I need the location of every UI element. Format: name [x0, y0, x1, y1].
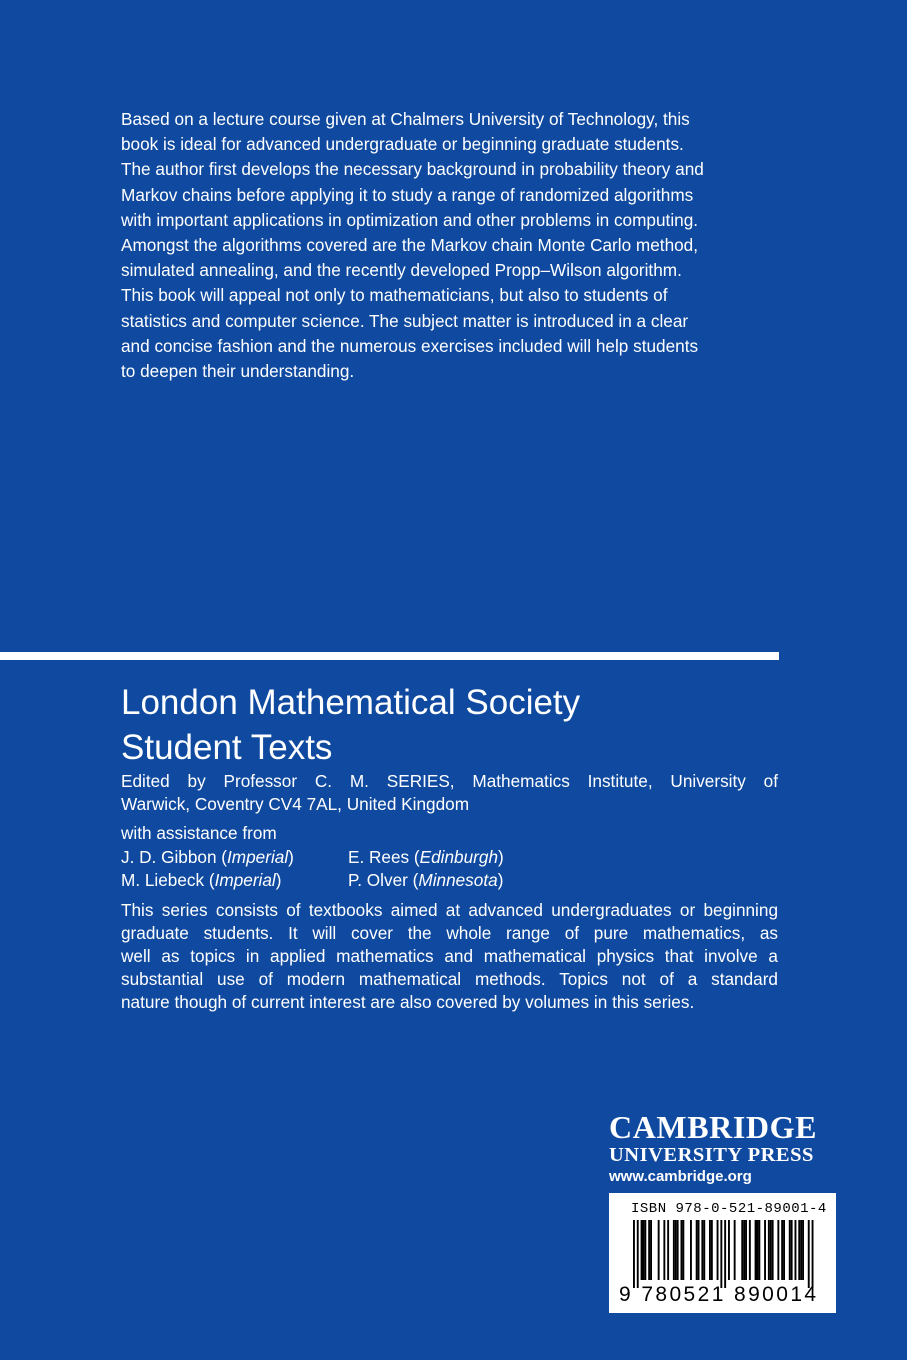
barcode-bar — [777, 1220, 779, 1280]
back-cover-blurb — [121, 107, 771, 384]
barcode-bar — [802, 1220, 804, 1280]
blurb-line: This book will appeal not only to mathematicians, but also to students of — [121, 285, 668, 306]
barcode-bar — [757, 1220, 759, 1280]
blurb-line: Based on a lecture course given at Chalmers University of Technology, this — [121, 109, 690, 129]
description-line: graduate students. It will cover the whole range of pure mathematics, as — [121, 923, 778, 943]
description-line: substantial use of modern mathematical methods. Topics not of a standard — [121, 969, 778, 989]
assistant-entry — [121, 869, 348, 893]
isbn-text: ISBN 978-0-521-89001-4 — [631, 1201, 827, 1217]
barcode-bar — [743, 1220, 745, 1280]
assistants-block — [121, 822, 575, 893]
description-line: well as topics in applied mathematics and mathematical physics that involve a — [121, 946, 778, 966]
barcode-bar — [791, 1220, 793, 1280]
assistant-close: ) — [288, 846, 294, 867]
barcode-bar — [812, 1220, 814, 1288]
barcode-bar — [698, 1220, 700, 1280]
blurb-line: Amongst the algorithms covered are the Markov chain Monte Carlo method, — [121, 235, 699, 256]
barcode-bar — [781, 1220, 783, 1280]
assistant-affiliation: Imperial — [214, 870, 276, 890]
barcode-bar — [633, 1220, 635, 1288]
blurb-line: with important applications in optimization and other problems in computing. — [121, 209, 699, 230]
barcode-bar — [798, 1220, 800, 1280]
barcode-bar — [637, 1220, 639, 1288]
publisher-url: www.cambridge.org — [609, 1168, 752, 1185]
barcode-bar — [728, 1220, 730, 1280]
assistant-affiliation: Edinburgh — [419, 846, 498, 867]
assistant-close: ) — [497, 870, 504, 890]
assist-heading: with assistance from — [121, 823, 277, 843]
barcode-bar — [758, 1220, 760, 1280]
barcode-bar — [703, 1220, 705, 1280]
assistant-entry — [121, 846, 348, 870]
divider-rule — [0, 652, 779, 660]
blurb-line: The author first develops the necessary background in probability theory and — [121, 159, 704, 180]
barcode-bar — [717, 1220, 719, 1280]
assistant-row — [121, 846, 575, 870]
barcode-bar — [690, 1220, 692, 1280]
barcode-bar — [734, 1220, 736, 1280]
publisher-subname: UNIVERSITY PRESS — [609, 1144, 814, 1166]
barcode-bar — [648, 1220, 650, 1280]
barcode-bar — [720, 1220, 722, 1288]
barcode-bar — [667, 1220, 669, 1280]
barcode-bar — [663, 1220, 665, 1280]
barcode-bar — [795, 1220, 797, 1280]
barcode-bar — [711, 1220, 713, 1280]
barcode-bar — [675, 1220, 677, 1280]
description-line: This series consists of textbooks aimed at advanced undergraduates or beginning — [121, 900, 778, 920]
barcode-bar — [641, 1220, 643, 1280]
series-editor — [121, 770, 778, 816]
barcode-bar — [673, 1220, 675, 1280]
barcode-bar — [764, 1220, 766, 1280]
editor-line1: Edited by Professor C. M. SERIES, Mathematics Institute, University of — [121, 771, 778, 791]
blurb-line: statistics and computer science. The subject matter is introduced in a clear — [121, 310, 689, 331]
barcode-bar — [772, 1220, 774, 1280]
barcode-bar — [768, 1220, 770, 1280]
barcode-bar — [741, 1220, 743, 1280]
assistant-close: ) — [498, 846, 504, 867]
series-title-line2: Student Texts — [121, 728, 333, 767]
barcode-bar — [709, 1220, 711, 1280]
editor-line2: Warwick, Coventry CV4 7AL, United Kingdom — [121, 794, 470, 814]
description-line: nature though of current interest are also covered by volumes in this series. — [121, 992, 695, 1012]
assistant-close: ) — [275, 870, 282, 890]
assistant-entry — [348, 869, 575, 893]
publisher-name: CAMBRIDGE — [609, 1109, 818, 1145]
barcode-bar — [745, 1220, 747, 1280]
blurb-line: to deepen their understanding. — [121, 361, 355, 382]
barcode-bar — [770, 1220, 772, 1280]
barcode-bar — [658, 1220, 660, 1280]
barcode-bar — [724, 1220, 726, 1288]
barcode-bar — [682, 1220, 684, 1280]
assistant-affiliation: Imperial — [227, 846, 289, 867]
barcode-bar — [644, 1220, 646, 1280]
assistant-name: M. Liebeck ( — [121, 870, 215, 890]
barcode-bar — [755, 1220, 757, 1280]
barcode-bar — [749, 1220, 751, 1280]
blurb-line: book is ideal for advanced undergraduate or beginning graduate students. — [121, 134, 684, 155]
series-description — [121, 899, 778, 1014]
barcode-bar — [681, 1220, 683, 1280]
barcode-bar — [696, 1220, 698, 1280]
barcode-bar — [808, 1220, 810, 1288]
assistant-affiliation: Minnesota — [418, 870, 498, 890]
publisher-logo — [609, 1110, 839, 1188]
assistant-name: E. Rees ( — [348, 846, 420, 867]
barcode-bar — [800, 1220, 802, 1280]
series-title — [121, 680, 580, 770]
barcode-bar — [643, 1220, 645, 1280]
barcode-bar — [701, 1220, 703, 1280]
ean-digits: 9 780521 890014 — [619, 1283, 819, 1306]
barcode-bar — [789, 1220, 791, 1280]
barcode-bar — [650, 1220, 652, 1280]
blurb-line: Markov chains before applying it to study a range of randomized algorithms — [121, 184, 694, 205]
isbn-barcode — [609, 1193, 836, 1313]
barcode-bar — [677, 1220, 679, 1280]
blurb-line: and concise fashion and the numerous exercises included will help students — [121, 335, 699, 356]
assistant-row — [121, 869, 575, 893]
series-title-line1: London Mathematical Society — [121, 683, 581, 722]
assistant-name: P. Olver ( — [348, 870, 419, 890]
barcode-bar — [783, 1220, 785, 1280]
assistant-entry — [348, 846, 575, 870]
blurb-line: simulated annealing, and the recently developed Propp–Wilson algorithm. — [121, 260, 682, 281]
assistant-name: J. D. Gibbon ( — [121, 846, 228, 867]
